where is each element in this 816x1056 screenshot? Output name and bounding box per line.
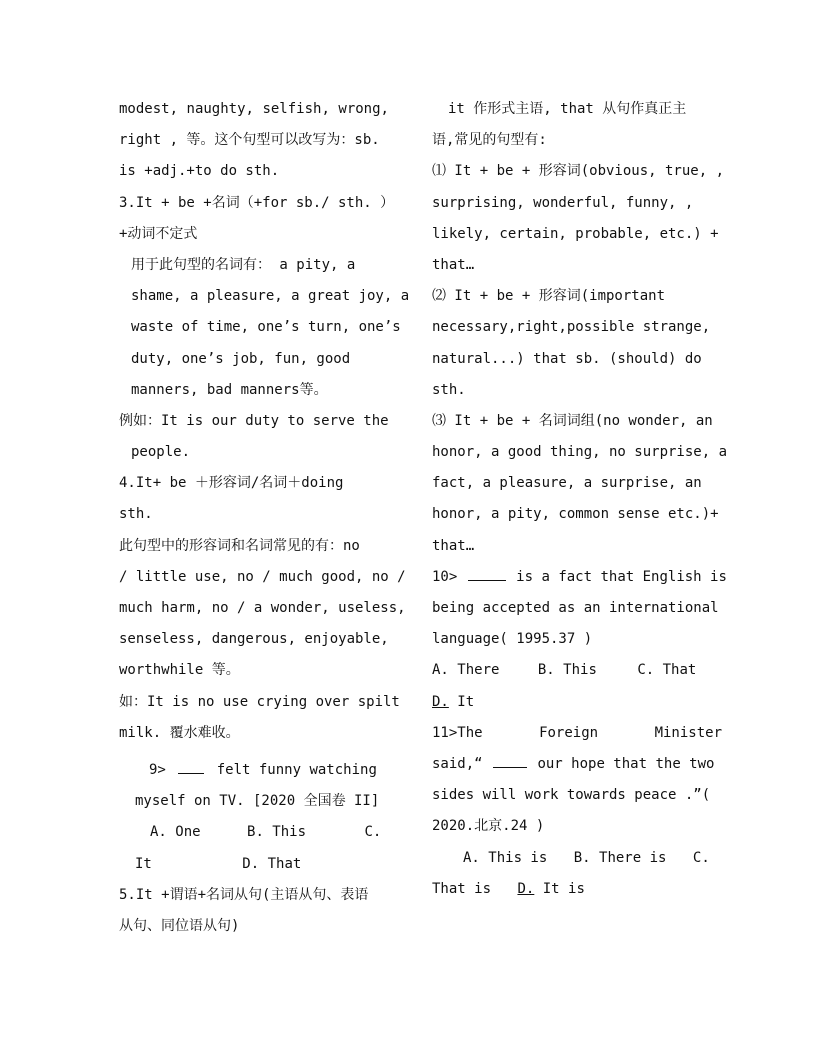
question-11-line2 <box>432 749 722 780</box>
question-number-text: 11>The <box>432 724 483 741</box>
option-d-answer[interactable]: D. <box>432 693 449 710</box>
text-line: manners, bad manners等。 <box>131 381 328 398</box>
question-11-options-row2 <box>432 874 722 905</box>
text-line: much harm, no / a wonder, useless, <box>119 600 406 616</box>
text-line: that… <box>432 256 475 273</box>
question-number: 10> <box>432 568 458 585</box>
question-11-line4: 2020.北京.24 ) <box>432 818 545 835</box>
option-d-answer[interactable]: D. <box>517 880 535 897</box>
text-line: +动词不定式 <box>119 225 198 242</box>
text-line: 用于此句型的名词有： a pity, a <box>131 256 356 273</box>
option-c-word: It <box>135 855 152 872</box>
example-line: 例如：It is our duty to serve the <box>119 412 389 429</box>
question-text: is a fact that English is <box>516 568 727 585</box>
option-d-word: It <box>457 693 475 710</box>
text-line: waste of time, one’s turn, one’s <box>131 319 401 336</box>
left-column <box>119 94 410 942</box>
question-10-stem <box>432 562 727 593</box>
text-line: 从句、同位语从句) <box>119 917 240 934</box>
text-line: natural...) that sb. (should) do <box>432 350 702 367</box>
example-line: 如：It is no use crying over spilt <box>119 693 400 710</box>
question-9-options-row2 <box>119 849 389 880</box>
option-c[interactable]: C. That <box>637 662 697 679</box>
option-c-word: That is <box>432 880 492 897</box>
section-heading-5: 5.It +谓语+名词从句(主语从句、表语 <box>119 886 369 903</box>
text-line: / little use, no / much good, no / <box>119 568 406 585</box>
text-line: 此句型中的形容词和名词常见的有：no <box>119 537 360 554</box>
answer-blank[interactable] <box>178 759 204 774</box>
text-line: right , 等。这个句型可以改写为：sb. <box>119 132 380 149</box>
text-line: sth. <box>432 381 466 398</box>
text-line: fact, a pleasure, a surprise, an <box>432 475 702 492</box>
option-c[interactable]: C. <box>364 824 382 841</box>
text-line <box>119 94 389 125</box>
text-line: honor, a pity, common sense etc.)+ <box>432 506 719 523</box>
question-10 <box>432 562 727 718</box>
question-text: Minister <box>654 724 722 741</box>
option-d[interactable]: D. That <box>242 855 302 872</box>
text-line: 语,常见的句型有: <box>432 132 547 149</box>
question-text: our hope that the two <box>537 755 715 772</box>
text-line: shame, a pleasure, a great joy, a <box>131 288 410 305</box>
question-10-options-row1 <box>432 655 722 686</box>
text-line: that… <box>432 537 475 554</box>
question-11-line3: sides will work towards peace .”( <box>432 787 711 804</box>
question-number: 9> <box>149 761 166 778</box>
text-line: duty, one’s job, fun, good <box>131 350 351 367</box>
right-column <box>432 94 728 905</box>
question-text: Foreign <box>539 724 599 741</box>
example-line: people. <box>131 444 191 461</box>
text-line: worthwhile 等。 <box>119 662 240 679</box>
option-b[interactable]: B. This <box>247 824 307 841</box>
text-line: necessary,right,possible strange, <box>432 319 711 336</box>
option-b[interactable]: B. This <box>537 662 597 679</box>
option-a[interactable]: A. This is <box>463 849 548 866</box>
question-text: said,“ <box>432 755 483 772</box>
word: modest, <box>119 101 179 117</box>
question-10-options-row2 <box>432 687 722 718</box>
question-11-stem <box>432 718 722 749</box>
text-line: likely, certain, probable, etc.) + <box>432 225 719 242</box>
word: selfish, <box>262 101 330 117</box>
pattern-3: ⑶ It + be + 名词词组(no wonder, an <box>432 412 713 429</box>
question-9-options-row1 <box>119 817 389 848</box>
question-9-line2: myself on TV. [2020 全国卷 II] <box>135 793 380 810</box>
text-line: senseless, dangerous, enjoyable, <box>119 631 389 648</box>
question-10-line2: being accepted as an international <box>432 600 719 616</box>
section-heading-3: 3.It + be +名词（+for sb./ sth. ） <box>119 194 395 211</box>
word: naughty, <box>186 101 254 117</box>
option-b[interactable]: B. There is <box>573 849 667 866</box>
question-9 <box>119 755 389 880</box>
question-11 <box>432 718 722 905</box>
option-a[interactable]: A. One <box>150 824 201 841</box>
text-line: it 作形式主语, that 从句作真正主 <box>448 101 687 117</box>
answer-blank[interactable] <box>493 753 527 768</box>
text-line: honor, a good thing, no surprise, a <box>432 444 728 461</box>
pattern-2: ⑵ It + be + 形容词(important <box>432 288 666 305</box>
text-line: sth. <box>119 506 153 523</box>
question-9-stem <box>119 755 389 786</box>
option-a[interactable]: A. There <box>432 662 500 679</box>
pattern-1: ⑴ It + be + 形容词(obvious, true, , <box>432 163 725 180</box>
answer-blank[interactable] <box>468 566 506 581</box>
question-10-line3: language( 1995.37 ) <box>432 631 593 648</box>
section-heading-4: 4.It+ be ＋形容词/名词＋doing <box>119 475 344 492</box>
option-d-word: It is <box>542 880 585 897</box>
text-line: surprising, wonderful, funny, , <box>432 194 694 211</box>
text-line: is +adj.+to do sth. <box>119 163 280 180</box>
example-line: milk. 覆水难收。 <box>119 724 240 741</box>
question-11-options-row1 <box>432 843 722 874</box>
word: wrong, <box>338 101 389 117</box>
question-text: felt funny watching <box>216 761 377 778</box>
option-c[interactable]: C. <box>692 849 710 866</box>
